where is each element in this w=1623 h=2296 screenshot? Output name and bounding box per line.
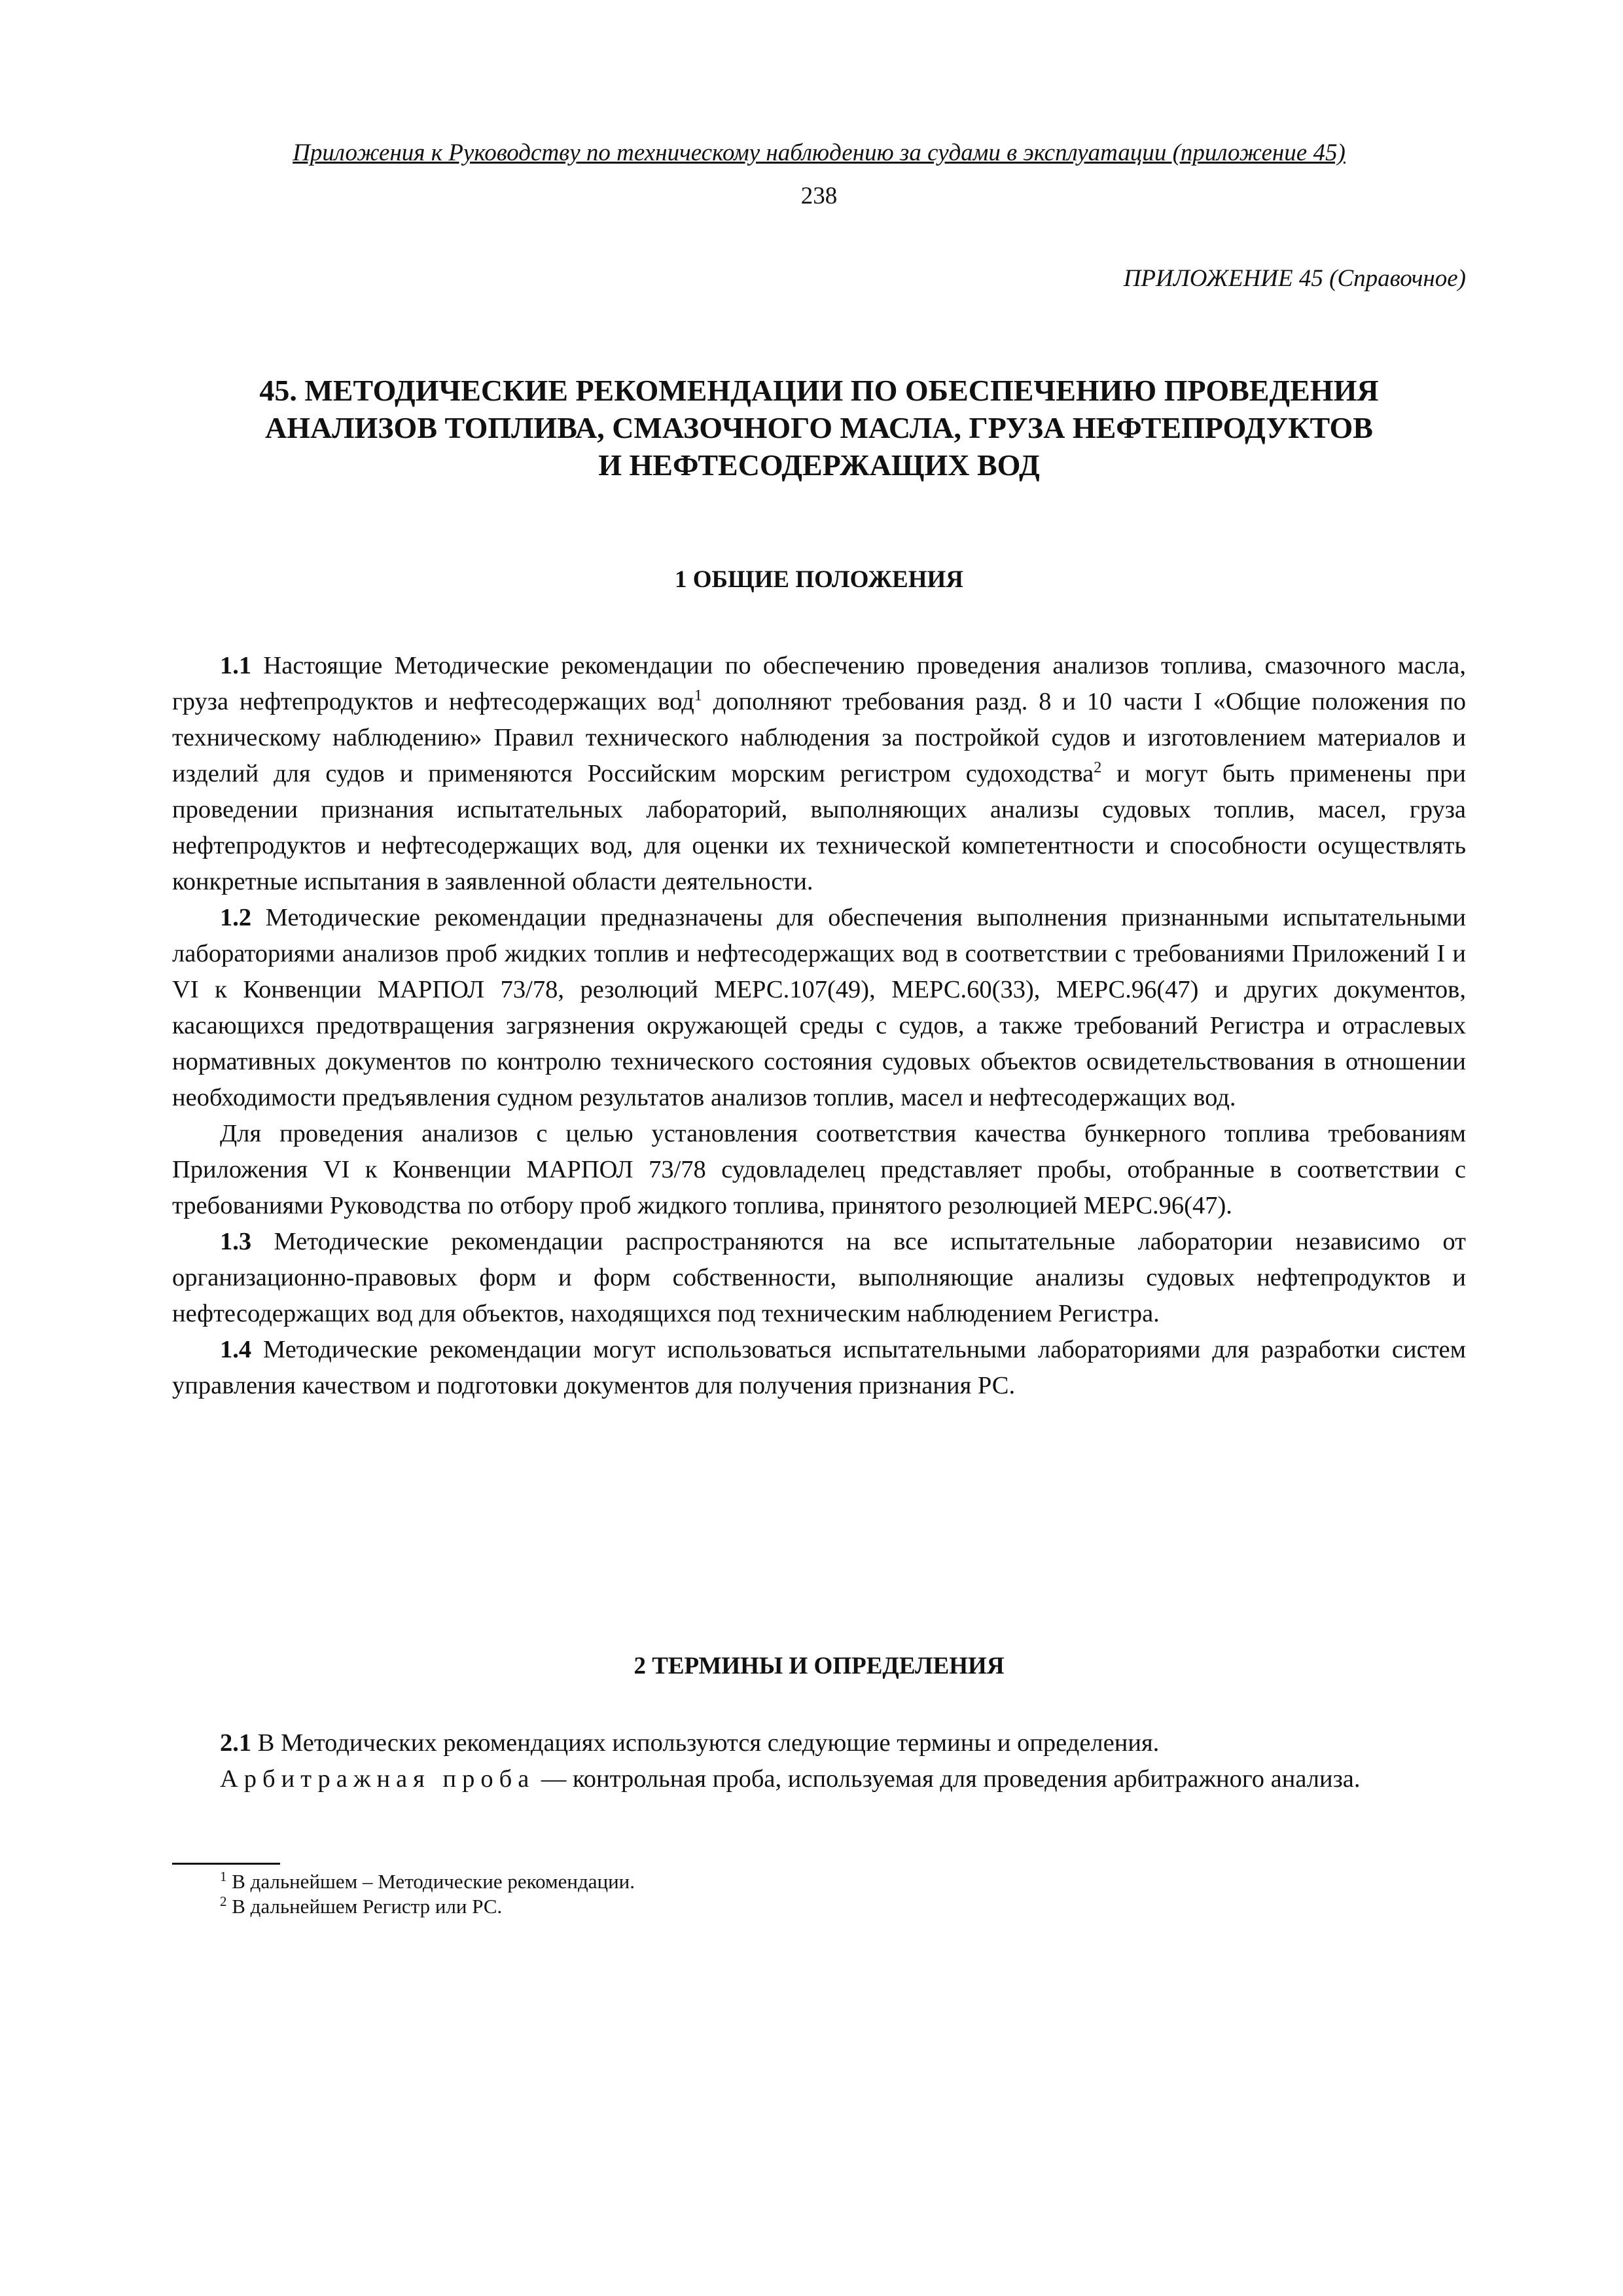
title-line-3: И НЕФТЕСОДЕРЖАЩИХ ВОД bbox=[598, 448, 1040, 482]
footnote-text: В дальнейшем Регистр или РС. bbox=[226, 1895, 503, 1918]
paragraph-text: В Методических рекомендациях используются следующие термины и определения. bbox=[251, 1729, 1160, 1757]
paragraph-text: и могут быть применены при проведении признания испытательных лабораторий, выполняющих анализы судовых топлив, масел, груза нефтепродуктов и нефтесодержащих вод, для оценки их технической компетентности и способности осуществлять конкретные испытания в заявленной области деятельности. bbox=[172, 760, 1466, 895]
term-definition-text: — контрольная проба, используемая для проведения арбитражного анализа. bbox=[535, 1765, 1361, 1793]
footnote-1 bbox=[220, 1869, 635, 1894]
running-header: Приложения к Руководству по техническому наблюдению за судами в эксплуатации (приложение 45) bbox=[293, 139, 1346, 166]
title-line-1: 45. МЕТОДИЧЕСКИЕ РЕКОМЕНДАЦИИ ПО ОБЕСПЕЧЕНИЮ ПРОВЕДЕНИЯ bbox=[259, 374, 1379, 407]
footnote-text: В дальнейшем – Методические рекомендации. bbox=[226, 1870, 635, 1893]
section-1-heading: 1 ОБЩИЕ ПОЛОЖЕНИЯ bbox=[674, 566, 964, 593]
paragraph-text: Методические рекомендации могут использоваться испытательными лабораториями для разработки систем управления качеством и подготовки документов для получения признания РС. bbox=[172, 1336, 1466, 1399]
term-definition bbox=[172, 1761, 1466, 1797]
paragraph-text: дополняют требования разд. 8 и 10 части I «Общие положения по техническому наблюдению» Правил технического наблюдения за постройкой судов и изготовлением материалов и изделий для судов и применяются Российским морским регистром судоходства bbox=[172, 688, 1467, 787]
paragraph-number: 1.2 bbox=[220, 904, 252, 931]
paragraph-number: 1.1 bbox=[220, 652, 252, 679]
paragraph-text: Методические рекомендации распространяются на все испытательные лаборатории независимо от организационно-правовых форм и форм собственности, выполняющие анализы судовых нефтепродуктов и нефтесодержащих вод для объектов, находящихся под техническим наблюдением Регистра. bbox=[172, 1228, 1466, 1327]
footnotes bbox=[220, 1869, 635, 1919]
paragraph-1-4 bbox=[172, 1332, 1466, 1404]
paragraph-2-1 bbox=[172, 1725, 1466, 1761]
footnote-ref-2: 2 bbox=[1094, 759, 1102, 776]
title-line-2: АНАЛИЗОВ ТОПЛИВА, СМАЗОЧНОГО МАСЛА, ГРУЗА НЕФТЕПРОДУКТОВ bbox=[265, 411, 1373, 444]
footnote-2 bbox=[220, 1894, 635, 1919]
page-number: 238 bbox=[800, 183, 838, 209]
footnote-mark: 1 bbox=[220, 1869, 227, 1884]
paragraph-1-3 bbox=[172, 1224, 1466, 1332]
footnote-mark: 2 bbox=[220, 1893, 227, 1909]
appendix-label: ПРИЛОЖЕНИЕ 45 (Справочное) bbox=[1123, 265, 1466, 292]
term: Арбитражная проба bbox=[220, 1765, 535, 1793]
paragraph-number: 1.3 bbox=[220, 1228, 252, 1255]
paragraph-number: 1.4 bbox=[220, 1336, 252, 1363]
section-1-body bbox=[172, 648, 1466, 1404]
paragraph-1-1 bbox=[172, 648, 1466, 900]
paragraph-text: Методические рекомендации предназначены для обеспечения выполнения признанными испытательными лабораториями анализов проб жидких топлив и нефтесодержащих вод в соответствии с требованиями Приложений I и VI к Конвенции МАРПОЛ 73/78, резолюций МЕРС.107(49), МЕРС.60(33), МЕРС.96(47) и других документов, касающихся предотвращения загрязнения окружающей среды с судов, а также требований Регистра и отраслевых нормативных документов по контролю технического состояния судовых объектов освидетельствования в отношении необходимости предъявления судном результатов анализов топлив, масел и нефтесодержащих вод. bbox=[172, 904, 1466, 1111]
paragraph-number: 2.1 bbox=[220, 1729, 252, 1757]
paragraph-1-2-cont: Для проведения анализов с целью установления соответствия качества бункерного топлива требованиям Приложения VI к Конвенции МАРПОЛ 73/78 судовладелец представляет пробы, отобранные в соответствии с требованиями Руководства по отбору проб жидкого топлива, принятого резолюцией МЕРС.96(47). bbox=[172, 1120, 1466, 1219]
footnote-ref-1: 1 bbox=[694, 687, 702, 704]
document-title bbox=[172, 372, 1466, 484]
section-2-heading: 2 ТЕРМИНЫ И ОПРЕДЕЛЕНИЯ bbox=[633, 1653, 1005, 1679]
section-2-body bbox=[172, 1725, 1466, 1797]
paragraph-1-2 bbox=[172, 900, 1466, 1116]
footnote-divider bbox=[172, 1863, 280, 1865]
paragraph-text: Настоящие Методические рекомендации по обеспечению проведения анализов топлива, смазочного масла, груза нефтепродуктов и нефтесодержащих вод bbox=[172, 652, 1466, 715]
